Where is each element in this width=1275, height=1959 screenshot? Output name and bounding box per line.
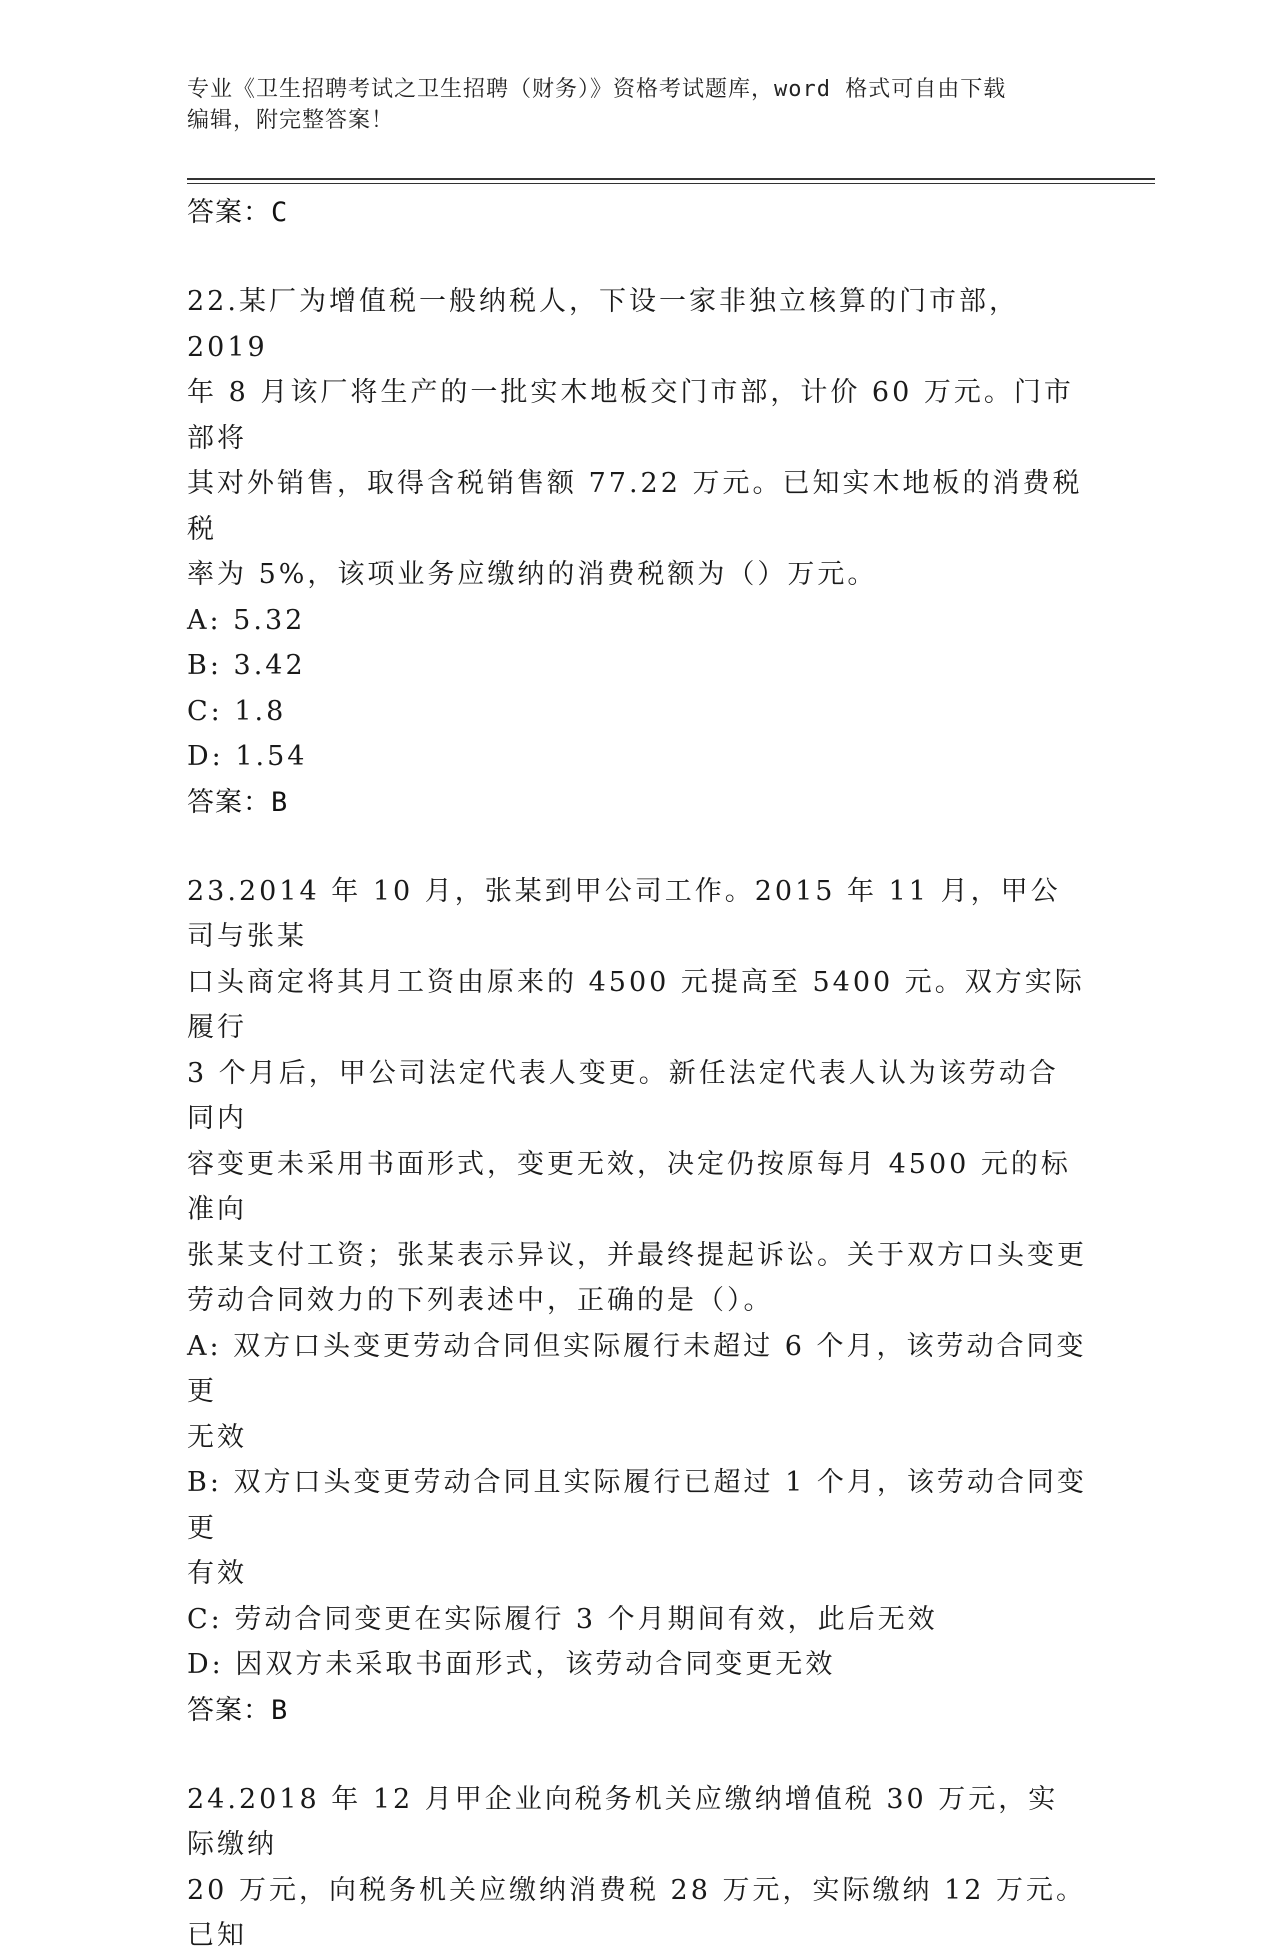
answer-prev: 答案：C — [187, 197, 289, 228]
question-22-stem — [187, 279, 1087, 598]
option-a — [187, 1324, 1087, 1461]
question-23-stem — [187, 869, 1087, 1324]
document-body — [187, 190, 1087, 1959]
stem-line: 劳动合同效力的下列表述中，正确的是（）。 — [187, 1285, 774, 1316]
stem-line: 年 8 月该厂将生产的一批实木地板交门市部，计价 60 万元。门市部将 — [187, 377, 1074, 454]
spacer — [187, 235, 1087, 279]
header-divider-thin — [187, 183, 1155, 184]
option-line: D: 因双方未采取书面形式，该劳动合同变更无效 — [187, 1649, 836, 1680]
stem-line: 率为 5%，该项业务应缴纳的消费税额为（）万元。 — [187, 559, 878, 590]
option-d — [187, 1642, 1087, 1688]
spacer — [187, 825, 1087, 869]
spacer — [187, 1733, 1087, 1777]
question-22 — [187, 279, 1087, 825]
question-23 — [187, 869, 1087, 1733]
option-d: D: 1.54 — [187, 741, 308, 772]
option-b — [187, 1460, 1087, 1597]
option-line: 无效 — [187, 1421, 247, 1453]
stem-line: 容变更未采用书面形式，变更无效，决定仍按原每月 4500 元的标准向 — [187, 1148, 1071, 1225]
answer-22: 答案：B — [187, 786, 289, 818]
option-a: A: 5.32 — [187, 604, 306, 636]
header-line-2: 编辑，附完整答案！ — [187, 108, 395, 133]
header-line-1: 专业《卫生招聘考试之卫生招聘（财务）》资格考试题库，word 格式可自由下载 — [187, 77, 1007, 102]
question-24 — [187, 1777, 1087, 1959]
option-c — [187, 1597, 1087, 1643]
question-24-stem — [187, 1777, 1087, 1959]
option-b: B: 3.42 — [187, 650, 306, 681]
option-line: B: 双方口头变更劳动合同且实际履行已超过 1 个月，该劳动合同变更 — [187, 1467, 1087, 1544]
stem-line: 24.2018 年 12 月甲企业向税务机关应缴纳增值税 30 万元，实际缴纳 — [187, 1783, 1059, 1860]
option-line: A: 双方口头变更劳动合同但实际履行未超过 6 个月，该劳动合同变更 — [187, 1330, 1087, 1407]
stem-line: 22.某厂为增值税一般纳税人，下设一家非独立核算的门市部，2019 — [187, 286, 1019, 363]
stem-line: 23.2014 年 10 月，张某到甲公司工作。2015 年 11 月，甲公司与张某 — [187, 875, 1061, 952]
page-header — [187, 74, 1067, 136]
option-c: C: 1.8 — [187, 695, 287, 727]
stem-line: 口头商定将其月工资由原来的 4500 元提高至 5400 元。双方实际履行 — [187, 966, 1085, 1043]
stem-line: 张某支付工资；张某表示异议，并最终提起诉讼。关于双方口头变更 — [187, 1239, 1087, 1271]
stem-line: 3 个月后，甲公司法定代表人变更。新任法定代表人认为该劳动合同内 — [187, 1057, 1059, 1134]
header-divider-thick — [187, 178, 1155, 180]
option-line: C: 劳动合同变更在实际履行 3 个月期间有效，此后无效 — [187, 1603, 938, 1635]
stem-line: 其对外销售，取得含税销售额 77.22 万元。已知实木地板的消费税税 — [187, 468, 1083, 545]
stem-line: 20 万元，向税务机关应缴纳消费税 28 万元，实际缴纳 12 万元。已知 — [187, 1874, 1086, 1951]
answer-23: 答案：B — [187, 1694, 289, 1726]
option-line: 有效 — [187, 1558, 247, 1589]
